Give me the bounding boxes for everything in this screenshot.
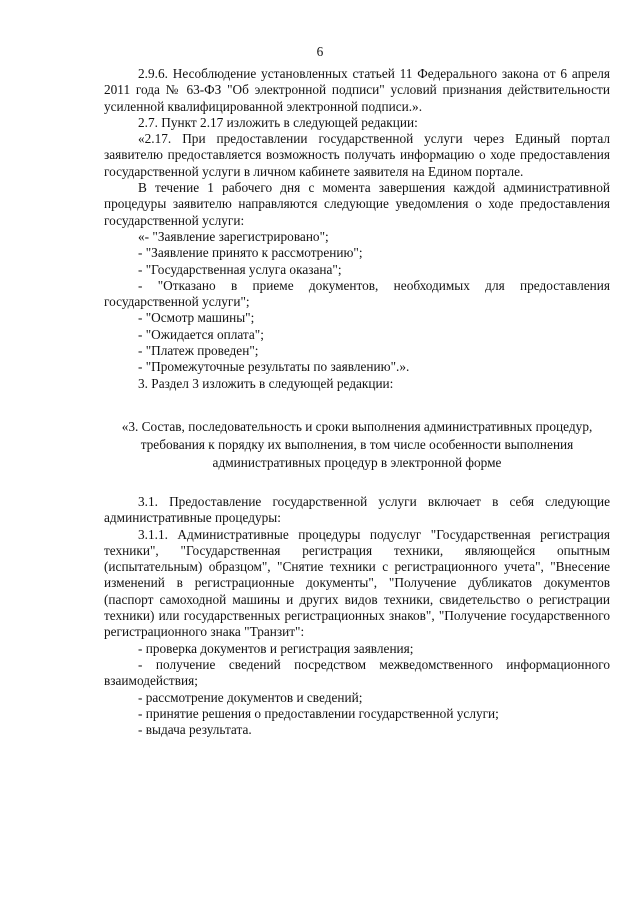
list-item: - "Государственная услуга оказана"; [138, 261, 342, 277]
paragraph: 2.9.6. Несоблюдение установленных статьей 11 Федерального закона от 6 апреля 2011 года № 63-ФЗ "Об электронной подписи" условий признания действительности усиленной квалифицированной электронной подписи.». [104, 66, 610, 114]
paragraph: В течение 1 рабочего дня с момента завершения каждой административной процедуры заявителю направляются следующие уведомления о ходе предоставления государственной услуги: [104, 180, 610, 228]
list-item: - "Промежуточные результаты по заявлению".». [138, 359, 410, 375]
list-item: - получение сведений посредством межведомственного информационного взаимодействия; [104, 656, 610, 689]
list-item: - "Осмотр машины"; [138, 310, 255, 326]
list-item: - "Платеж проведен"; [138, 343, 259, 359]
spacer [104, 472, 610, 494]
paragraph: 3.1. Предоставление государственной услуги включает в себя следующие административные процедуры: [104, 493, 610, 526]
spacer [104, 392, 610, 418]
list-item: - проверка документов и регистрация заявления; [138, 640, 414, 656]
section-heading: «3. Состав, последовательность и сроки выполнения административных процедур, требования к порядку их выполнения, в том числе особенности выполнения административных процедур в электронной форме [121, 418, 593, 470]
list-item: - "Отказано в приеме документов, необходимых для предоставления государственной услуги"; [104, 277, 610, 310]
paragraph: 3.1.1. Административные процедуры подуслуг "Государственная регистрация техники", "Государственная регистрация техники, являющейся опытным (испытательным) образцом", "Снятие техники с регистрационного учета", "Внесение изменений в регистрационные документы", "Получение дубликатов документов (паспорт самоходной машины и других видов техники, свидетельство о регистрации техники) или государственных регистрационных знаков", "Получение государственного регистрационного знака "Транзит": [104, 526, 610, 640]
list-item: - принятие решения о предоставлении государственной услуги; [138, 705, 499, 721]
paragraph: 3. Раздел 3 изложить в следующей редакции: [138, 375, 394, 391]
list-item: - рассмотрение документов и сведений; [138, 689, 363, 705]
list-item: - "Заявление принято к рассмотрению"; [138, 245, 363, 261]
list-item: - выдача результата. [138, 722, 252, 738]
paragraph: «2.17. При предоставлении государственной услуги через Единый портал заявителю предоставляется возможность получать информацию о ходе предоставления государственной услуги в личном кабинете заявителя на Едином портале. [104, 131, 610, 179]
list-item: «- "Заявление зарегистрировано"; [138, 228, 329, 244]
page-number: 6 [316, 44, 324, 59]
list-item: - "Ожидается оплата"; [138, 326, 264, 342]
paragraph: 2.7. Пункт 2.17 изложить в следующей редакции: [138, 114, 418, 130]
document-body [104, 66, 610, 738]
